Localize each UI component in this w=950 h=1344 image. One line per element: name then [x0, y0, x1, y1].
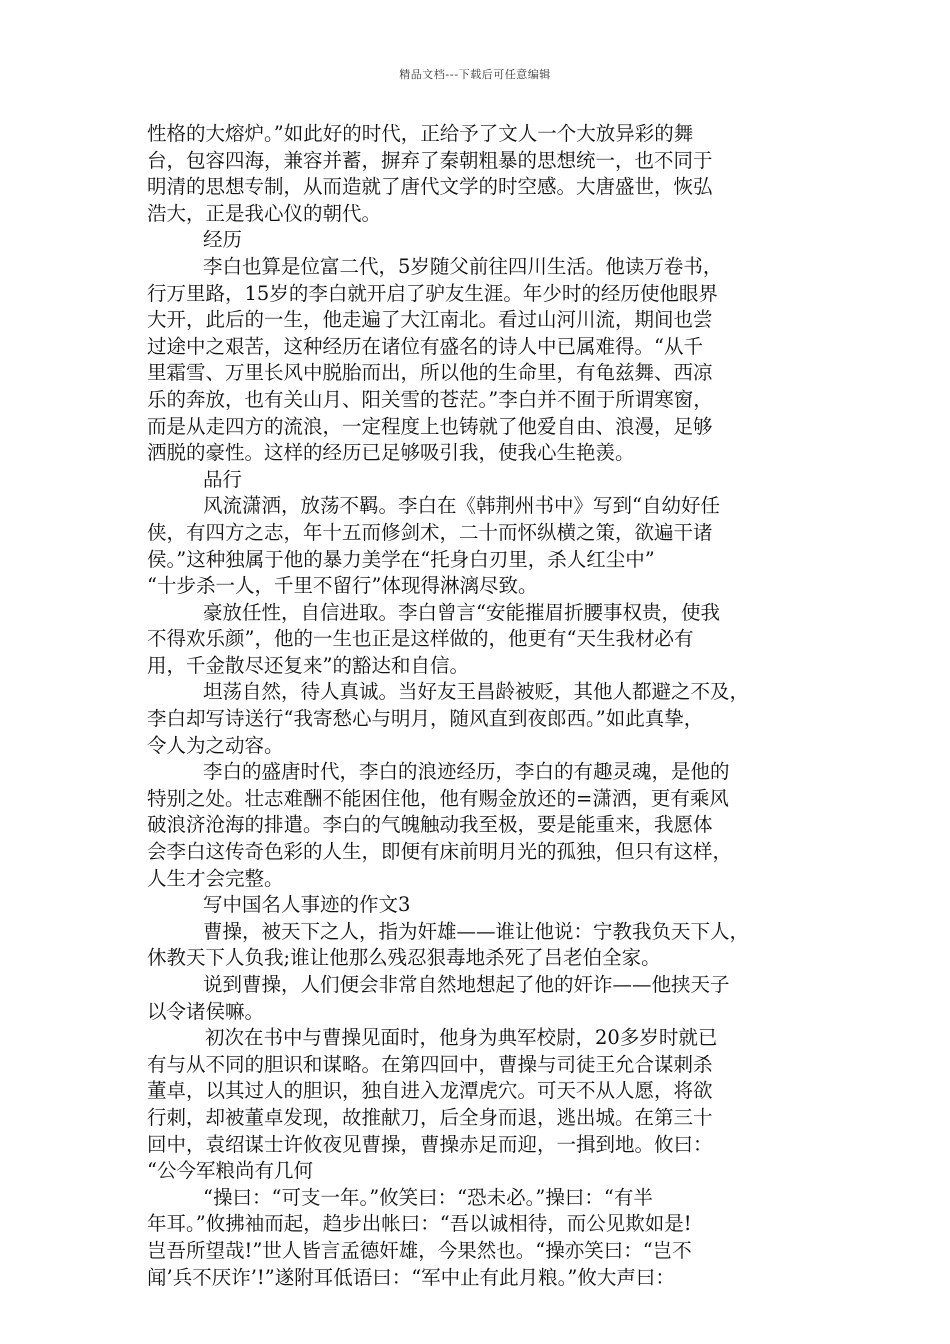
text-line: 回中，袁绍谋士许攸夜见曹操，曹操赤足而迎，一揖到地。攸曰：	[147, 1132, 713, 1156]
text-line: 而是从走四方的流浪，一定程度上也铸就了他爱自由、浪漫，足够	[147, 414, 713, 438]
text-line: 以令诸侯嘛。	[147, 999, 265, 1023]
text-line: 侯。”这种独属于他的暴力美学在“托身白刃里，杀人红尘中”	[147, 547, 655, 571]
text-line: 明清的思想专制，从而造就了唐代文学的时空感。大唐盛世，恢弘	[147, 175, 713, 199]
text-line: 侠，有四方之志，年十五而修剑术，二十而怀纵横之策，欲遍干诸	[147, 520, 713, 544]
text-line: 特别之处。壮志难酬不能困住他，他有赐金放还的=潇洒，更有乘风	[147, 786, 729, 810]
text-line: 有与从不同的胆识和谋略。在第四回中，曹操与司徒王允合谋刺杀	[147, 1052, 713, 1076]
text-line: 豪放任性，自信进取。李白曾言“安能摧眉折腰事权贵，使我	[203, 600, 720, 624]
text-line: 经历	[203, 228, 243, 252]
text-line: 岂吾所望哉!”世人皆言孟德奸雄，今果然也。“操亦笑曰：“岂不	[147, 1238, 692, 1262]
text-line: “操曰：“可支一年。”攸笑曰：“恐未必。”操曰：“有半	[203, 1185, 653, 1209]
text-line: 令人为之动容。	[147, 733, 284, 757]
text-line: 性格的大熔炉。”如此好的时代，正给予了文人一个大放异彩的舞	[147, 122, 694, 145]
text-line: 风流潇洒，放荡不羁。李白在《韩荆州书中》写到“自幼好任	[203, 494, 720, 518]
text-line: 写中国名人事迹的作文3	[203, 893, 411, 917]
text-line: 李白却写诗送行“我寄愁心与明月，随风直到夜郎西。”如此真挚，	[147, 707, 704, 731]
document-body	[147, 121, 823, 1291]
text-line: 台，包容四海，兼容并蓄，摒弃了秦朝粗暴的思想统一，也不同于	[147, 148, 713, 172]
text-line: 行万里路，15岁的李白就开启了驴友生涯。年少时的经历使他眼界	[147, 281, 718, 305]
text-line: 曹操，被天下之人，指为奸雄——谁让他说：宁教我负天下人，	[203, 919, 750, 943]
text-line: 人生才会完整。	[147, 866, 284, 890]
text-line: 年耳。”攸拂袖而起，趋步出帐曰：“吾以诚相待，而公见欺如是!	[147, 1212, 692, 1236]
text-line: 行刺，却被董卓发现，故推献刀，后全身而退，逃出城。在第三十	[147, 1105, 713, 1129]
text-line: 董卓，以其过人的胆识，独自进入龙潭虎穴。可天不从人愿，将欲	[147, 1079, 713, 1103]
text-line: 不得欢乐颜”，他的一生也正是这样做的，他更有“天生我材必有	[147, 627, 694, 651]
text-line: 用，千金散尽还复来”的豁达和自信。	[147, 653, 469, 677]
text-line: 浩大，正是我心仪的朝代。	[147, 201, 382, 225]
page-header: 精品文档---下载后可任意编辑	[399, 68, 551, 81]
text-line: 李白也算是位富二代，5岁随父前往四川生活。他读万卷书，	[203, 254, 723, 278]
text-line: 洒脱的豪性。这样的经历已足够吸引我，使我心生艳羡。	[147, 441, 635, 465]
text-line: 乐的奔放，也有关山月、阳关雪的苍茫。”李白并不囿于所谓寒窗，	[147, 387, 713, 411]
text-line: 休教天下人负我;谁让他那么残忍狠毒地杀死了吕老伯全家。	[147, 946, 661, 970]
text-line: 破浪济沧海的排遣。李白的气魄触动我至极，要是能重来，我愿体	[147, 813, 713, 837]
text-line: 李白的盛唐时代，李白的浪迹经历，李白的有趣灵魂，是他的	[203, 760, 730, 784]
text-line: “十步杀一人，千里不留行”体现得淋漓尽致。	[147, 574, 538, 598]
text-line: 坦荡自然，待人真诚。当好友王昌龄被贬，其他人都避之不及，	[203, 680, 750, 704]
text-line: 说到曹操，人们便会非常自然地想起了他的奸诈——他挟天子	[203, 973, 730, 996]
text-line: “公今军粮尚有几何	[147, 1159, 313, 1183]
text-line: 初次在书中与曹操见面时，他身为典军校尉，20多岁时就已	[205, 1026, 718, 1050]
text-line: 过途中之艰苦，这种经历在诸位有盛名的诗人中已属难得。“从千	[147, 334, 703, 358]
text-line: 闻’兵不厌诈’!”遂附耳低语曰：“军中止有此月粮。”攸大声曰：	[147, 1265, 675, 1289]
text-line: 大开，此后的一生，他走遍了大江南北。看过山河川流，期间也尝	[147, 308, 713, 332]
text-line: 里霜雪、万里长风中脱胎而出，所以他的生命里，有龟兹舞、西凉	[147, 361, 713, 385]
text-line: 会李白这传奇色彩的人生，即便有床前明月光的孤独，但只有这样，	[147, 840, 733, 864]
text-line: 品行	[203, 467, 243, 491]
